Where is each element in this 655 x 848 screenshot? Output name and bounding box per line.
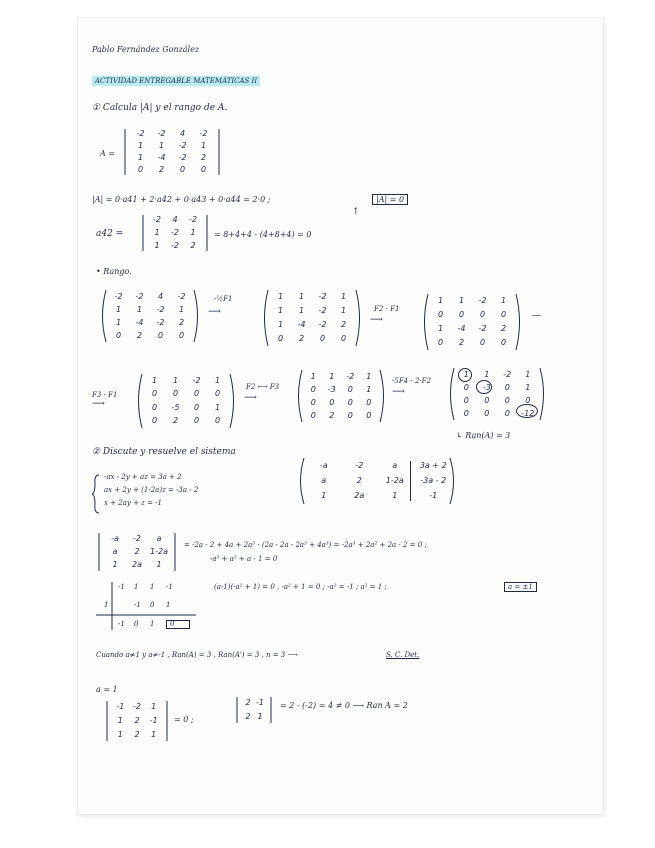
matrix-cell: 1 [190,228,196,237]
matrix-cell: 1 [277,306,284,315]
matrix-cell: 1 [257,712,263,721]
activity-title: ACTIVIDAD ENTREGABLE MATEMÁTICAS II [92,78,260,85]
matrix-cell: 1 [154,228,160,237]
matrix-cell: 0 [347,397,353,407]
exercise-1-heading: ① Calcula |A| y el rango de A. [92,103,228,113]
arrow-right-icon: ⟶ [392,387,405,397]
matrix-cell: 1 [214,375,221,385]
matrix-cell: 4 [157,291,164,301]
matrix-cell: 1 [340,306,347,315]
det-3x3 [96,532,178,572]
matrix-cell: 2 [134,716,140,725]
op-5: -5F4 - 2·F2 [392,377,431,385]
matrix-cell: -2 [478,324,487,333]
ruffini-lines [96,580,196,630]
matrix-cell: 1 [321,491,327,501]
matrix-cell: 0 [463,408,469,418]
matrix-cell: 1-2a [150,547,168,556]
matrix-cell: 4 [179,129,186,138]
matrix-cell: -4 [297,320,306,329]
matrix-cell: -1 [149,716,158,725]
matrix-cell: 1 [117,730,123,739]
matrix-cell: 3a + 2 [419,460,447,470]
matrix-cell: -2 [132,702,141,711]
matrix-cell: 1 [277,320,284,329]
matrix-cell: 1 [458,296,465,305]
det-expansion-line-1: = -2a - 2 + 4a + 2a³ - (2a - 2a - 2a² + 4a³) = -2a³ + 2a² + 2a - 2 = 0 ; [184,541,427,549]
matrix-cell: -2 [178,153,187,162]
matrix-cell: 1 [310,371,316,381]
matrix-cell: -2 [171,240,179,250]
matrix-cell: 2 [245,698,251,707]
rango-label: • Rango. [96,267,132,276]
matrix-cell: -2 [177,291,186,301]
matrix-cell: 0 [340,334,347,343]
matrix-cell: 0 [347,384,353,394]
matrix-cell: -2 [156,304,165,314]
matrix-cell: 2 [134,730,140,739]
matrix-cell: 2 [134,547,140,556]
matrix-cell: 0 [479,310,486,319]
matrix-cell: 0 [214,389,221,399]
matrix-cell: -5 [171,402,180,412]
matrix-cell: 0 [319,334,326,343]
matrix-brackets [234,696,274,724]
det-expansion-line-2: -a³ + a² + a - 1 = 0 [210,555,278,563]
op-4: F2 ⟷ F3 [246,383,280,391]
matrix-cell: 1 [463,369,469,379]
factorization-line: (a-1)(-a² + 1) = 0 , -a² + 1 = 0 ; -a² = -1 ; a² = 1 ; [214,583,387,591]
matrix-cell: 0 [504,408,510,418]
matrix-cell: -2 [318,292,327,301]
matrix-cell: 1 [525,369,531,379]
matrix-cell: 0 [458,310,465,319]
author-name: Pablo Fernández González [92,45,200,54]
matrix-a [122,128,222,176]
matrix-cell: -2 [157,129,166,138]
arrow-right-icon: ⟶ [92,399,105,409]
matrix-cell: -2 [133,533,141,543]
matrix-cell: 1 [178,304,185,314]
matrix-cell: 0 [463,395,469,405]
matrix-cell: 1 [137,153,144,162]
matrix-brackets [422,294,522,350]
matrix-cell: 2 [458,338,465,347]
matrix-cell: 0 [214,416,221,426]
augmented-matrix [298,458,456,504]
matrix-cell: -2 [135,291,144,301]
matrix-cell: -2 [318,306,327,315]
a42-label: a42 = [96,229,124,239]
matrix-cell: 0 [193,389,200,399]
minor-2x2-result: = 2 - (-2) = 4 ≠ 0 ⟶ Ran A = 2 [280,701,408,710]
matrix-cell: 0 [193,416,200,426]
matrix-cell: -1 [256,698,264,707]
determinant-expansion: |A| = 0·a41 + 2·a42 + 0·a43 + 0·a44 = 2·0 ; [92,195,271,204]
matrix-cell: 2 [356,476,362,485]
matrix-cell: 2 [500,324,507,333]
matrix-cell: -a [319,460,328,470]
matrix-cell: 1-2a [385,476,404,485]
minor-2x2 [234,696,274,724]
matrix-cell: 0 [484,408,490,418]
system-eq-2: ax + 2y + (1-2a)z = -3a - 2 [104,486,199,494]
matrix-cell: 1 [366,384,372,394]
matrix-cell: 1 [366,371,372,381]
matrix-cell: 0 [277,334,284,343]
matrix-cell: -a [111,533,119,543]
matrix-cell: 2 [178,317,185,327]
matrix-cell: 0 [366,397,372,407]
matrix-brackets [140,214,210,252]
matrix-cell: a [321,476,327,485]
matrix-cell: 1 [329,371,335,381]
matrix-cell: 1 [437,296,444,305]
matrix-cell: 0 [500,338,507,347]
matrix-cell: a [392,460,398,470]
matrix-cell: 0 [115,330,122,340]
matrix-step-3 [422,294,522,350]
matrix-cell: 0 [504,382,510,392]
pivot-circle [458,368,472,382]
matrix-cell: a [112,547,118,556]
arrow-right-icon: ⟶ [208,307,221,317]
matrix-cell: -12 [521,408,535,418]
matrix-cell: 0 [157,330,164,340]
matrix-cell: 0 [437,338,444,347]
matrix-cell: 0 [193,402,200,412]
matrix-brackets [262,290,362,346]
matrix-cell: -2 [503,369,512,379]
matrix-cell: -2 [478,296,487,305]
rank-result: ↳ Ran(A) = 3 [456,431,511,440]
matrix-cell: -1 [116,702,125,711]
matrix-cell: 0 [178,330,185,340]
matrix-cell: 1 [437,324,444,333]
matrix-cell: 0 [151,389,158,399]
matrix-cell: -2 [153,215,161,225]
matrix-cell: 0 [172,389,179,399]
matrix-cell: 1 [298,306,305,315]
matrix-brackets [298,458,456,504]
matrix-cell: 0 [366,410,372,420]
matrix-brackets [104,700,170,742]
matrix-cell: -2 [355,460,364,470]
matrix-cell: 0 [137,165,144,174]
determinant-result: |A| = 0 [372,196,408,204]
matrix-cell: -3 [482,382,491,392]
matrix-cell: 1 [112,560,118,570]
matrix-cell: -2 [171,228,179,237]
matrix-cell: 1 [214,402,221,412]
matrix-cell: 1 [158,141,165,150]
matrix-cell: 1 [484,369,490,379]
ruffini-root: 1 [104,601,109,609]
matrix-cell: 4 [172,215,178,225]
matrix-cell: 0 [463,382,469,392]
pivot-circle [476,380,492,394]
matrix-cell: 0 [504,395,510,405]
matrix-cell: 2a [132,560,142,570]
matrix-cell: -3a - 2 [420,476,447,485]
case-analysis: Cuando a≠1 y a≠-1 , Ran(A) = 3 , Ran(A') = 3 , n = 3 ⟶ [96,651,298,659]
case-result: S. C. Det. [386,651,420,659]
matrix-cell: -2 [346,371,355,381]
matrix-cell: 1 [136,304,143,314]
matrix-cell: 1 [277,292,284,301]
system-eq-1: -ax - 2y + az = 3a + 2 [104,473,182,481]
system-eq-3: x + 2ay + z = -1 [104,499,162,507]
matrix-cell: 0 [329,397,335,407]
matrix-cell: 1 [137,141,144,150]
matrix-cell: 2 [245,712,251,721]
matrix-cell: 1 [115,304,122,314]
ruffini-top-row: -1 1 1 -1 [118,583,173,591]
matrix-cell: 0 [151,416,158,426]
matrix-cell: 2 [172,416,179,426]
matrix-cell: 1 [298,292,305,301]
minor-calculation: = 8+4+4 - (4+8+4) = 0 [214,230,312,239]
matrix-cell: 1 [151,730,157,739]
matrix-step-2 [262,290,362,346]
arrow-right-icon: ⟶ [370,315,383,325]
matrix-cell: 0 [500,310,507,319]
matrix-cell: -2 [192,375,201,385]
exercise-2-heading: ② Discute y resuelve el sistema [92,447,236,457]
matrix-cell: a [156,533,162,543]
matrix-cell: 1 [156,560,162,570]
matrix-cell: 1 [151,702,157,711]
matrix-cell: 2 [158,165,165,174]
matrix-cell: -2 [156,317,165,327]
matrix-step-1 [100,290,200,342]
matrix-cell: 1 [392,491,398,501]
matrix-cell: -2 [136,129,145,138]
arrow-right-icon: ⟶ [244,393,257,403]
op-2: F2 - F1 [374,305,400,313]
matrix-cell: -4 [457,324,466,333]
matrix-brackets [122,128,222,176]
matrix-cell: 0 [200,165,207,174]
matrix-cell: 0 [310,410,316,420]
matrix-cell: 2 [329,410,335,420]
matrix-brackets [96,532,178,572]
matrix-cell: 2 [340,320,347,329]
matrix-brackets [136,374,236,428]
matrix-cell: 0 [437,310,444,319]
matrix-cell: -2 [199,129,208,138]
ruffini-mid-row: -1 0 1 [134,601,171,609]
matrix-step-5 [296,370,386,422]
matrix-cell: 1 [154,240,160,250]
det-a1-result: = 0 ; [174,715,194,724]
case-a1-label: a = 1 [96,685,118,694]
matrix-cell: 0 [310,384,316,394]
matrix-cell: 1 [151,375,158,385]
pivot-circle [516,404,538,418]
matrix-cell: -2 [114,291,123,301]
matrix-cell: -1 [429,491,438,501]
matrix-cell: 0 [151,402,158,412]
matrix-cell: 0 [525,395,531,405]
matrix-cell: 1 [172,375,179,385]
op-3: F3 - F1 [92,391,118,399]
det-a1 [104,700,170,742]
matrix-brackets [296,370,386,422]
matrix-cell: 0 [347,410,353,420]
arrow-up-icon: ↑ [352,207,360,217]
ruffini-bottom-row: -1 0 1 0 [118,620,190,629]
matrix-cell: 0 [179,165,186,174]
matrix-cell: 1 [200,141,207,150]
matrix-cell: 0 [310,397,316,407]
matrix-cell: -3 [327,384,336,394]
matrix-cell: 1 [340,292,347,301]
matrix-cell: 2 [190,240,196,250]
matrix-cell: 1 [117,716,123,725]
matrix-cell: -2 [318,320,327,329]
matrix-cell: 0 [484,395,490,405]
matrix-cell: 2a [354,491,365,501]
matrix-cell: -4 [135,317,144,327]
matrix-cell: 2 [200,153,207,162]
matrix-cell: -4 [157,153,166,162]
matrix-a-label: A = [100,149,116,158]
factorization-result: a = ±1 [504,584,537,591]
matrix-cell: 0 [479,338,486,347]
arrow-right-icon: — [532,311,541,321]
matrix-brackets [100,290,200,342]
matrix-cell: 1 [500,296,507,305]
matrix-cell: -2 [178,141,187,150]
op-1: -½F1 [214,295,233,303]
minor-a42 [140,214,210,252]
matrix-cell: 2 [298,334,305,343]
matrix-cell: 1 [115,317,122,327]
matrix-cell: 2 [136,330,143,340]
matrix-cell: 1 [525,382,531,392]
matrix-cell: -2 [189,215,197,225]
matrix-step-4 [136,374,236,428]
